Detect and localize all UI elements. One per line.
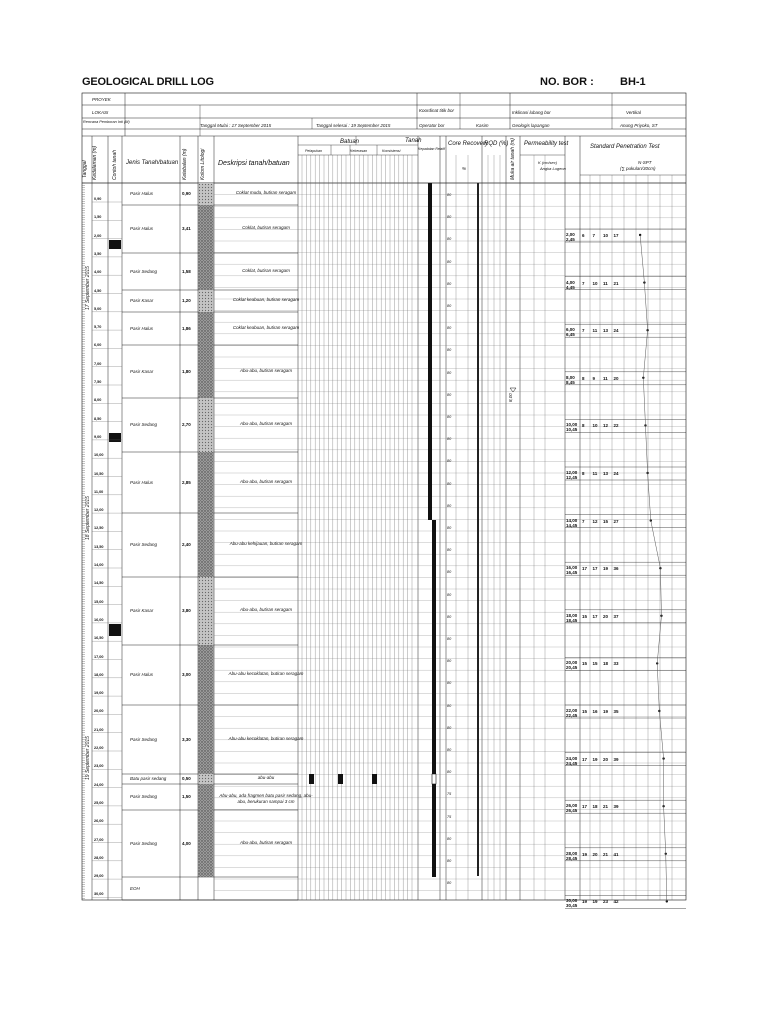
- spt-blow-count: 9: [592, 375, 596, 381]
- spt-depth-bottom: 8,45: [566, 379, 575, 385]
- spt-depth-top: 30,00: [566, 898, 578, 904]
- spt-depth-bottom: 10,45: [566, 427, 578, 433]
- no-bor-label: NO. BOR :: [540, 76, 594, 88]
- layer-deskripsi: Abu-abu kehijauan, butiran seragam: [229, 541, 303, 546]
- core-recovery-value: 80: [447, 237, 452, 242]
- spt-blow-count: 16: [592, 709, 598, 714]
- layer-jenis: Pasir Sedang: [130, 268, 158, 274]
- spt-blow-count: 11: [603, 375, 608, 381]
- layer-deskripsi: Abu-abu, butiran seragam: [239, 421, 293, 426]
- spt-depth-bottom: 22,45: [566, 713, 578, 718]
- spt-blow-count: 17: [582, 804, 588, 810]
- depth-label: 6,00: [94, 343, 102, 348]
- layer-deskripsi: Coklat, butiran seragam: [242, 267, 290, 273]
- core-recovery-value: 80: [447, 437, 452, 442]
- core-recovery-value: 80: [447, 592, 452, 597]
- spt-blow-count: 13: [603, 471, 609, 476]
- depth-label: 2,00: [94, 233, 102, 238]
- depth-label: 30,00: [94, 892, 104, 897]
- spt-blow-count: 22: [613, 423, 619, 429]
- lithology-column: [199, 452, 214, 513]
- col-tanah: Tanah: [405, 138, 422, 144]
- lithology-column: [199, 784, 214, 810]
- spt-blow-count: 7: [582, 280, 585, 286]
- layer-jenis: EOH: [130, 885, 140, 891]
- layer-ketebalan: 1,20: [182, 298, 191, 303]
- spt-depth-bottom: 20,45: [566, 665, 578, 671]
- spt-depth-bottom: 28,45: [566, 855, 578, 861]
- proyek-label: PROYEK: [92, 97, 111, 102]
- spt-blow-count: 15: [582, 661, 588, 667]
- spt-blow-count: 7: [582, 518, 585, 524]
- layer-deskripsi: Abu-abu, butiran seragam: [239, 367, 293, 373]
- layer-jenis: Pasir Kasar: [130, 368, 154, 374]
- layer-jenis: Pasir Halus: [130, 672, 154, 677]
- depth-label: 17,00: [94, 654, 104, 659]
- core-recovery-value: 80: [447, 503, 452, 508]
- depth-label: 16,00: [94, 617, 104, 622]
- depth-label: 24,00: [94, 782, 104, 787]
- depth-label: 11,00: [94, 489, 104, 494]
- col-deskripsi: Deskripsi tanah/batuan: [218, 160, 290, 167]
- log-frame: [82, 93, 686, 900]
- spt-blow-count: 20: [603, 756, 609, 762]
- spt-blow-count: 27: [613, 518, 619, 524]
- spt-blow-count: 39: [613, 804, 619, 810]
- core-recovery-value: 80: [447, 637, 452, 641]
- spt-blow-count: 20: [613, 375, 619, 381]
- spt-blow-count: 7: [592, 233, 596, 238]
- col-core: Core Recovery: [448, 141, 489, 147]
- col-tanggal: Tanggal: [82, 160, 88, 178]
- spt-blow-count: 15: [592, 661, 598, 667]
- kepadatan-bar: [432, 520, 436, 877]
- date-1: 17 September 2015: [85, 266, 91, 310]
- col-kolom-litologi: Kolom Litologi: [200, 148, 206, 180]
- depth-label: 26,00: [94, 819, 104, 824]
- depth-label: 22,00: [94, 746, 104, 750]
- rencana-label: Rencana Pemboran Inti (M): [83, 120, 130, 124]
- layer-deskripsi: Abu-abu, butiran seragam: [239, 478, 293, 484]
- depth-label: 16,50: [94, 636, 104, 641]
- spt-depth-top: 2,00: [566, 232, 575, 237]
- spt-blow-count: 8: [582, 375, 585, 381]
- col-batuan: Batuan: [340, 139, 360, 145]
- layer-ketebalan: 3,41: [182, 226, 191, 231]
- spt-blow-count: 8: [582, 471, 585, 476]
- lokasi-label: LOKASI: [92, 110, 109, 115]
- layer-jenis: Pasir Halus: [130, 191, 154, 196]
- layer-ketebalan: 2,85: [182, 479, 191, 485]
- col-konsistensi: Konsistensi: [382, 149, 401, 153]
- core-recovery-value: 80: [447, 725, 452, 730]
- spt-blow-count: 21: [613, 280, 619, 286]
- spt-blow-count: 11: [592, 328, 598, 334]
- spt-blow-count: 21: [603, 851, 609, 857]
- depth-label: 7,50: [94, 380, 102, 384]
- geologi-label: Geologis lapangan: [512, 123, 550, 128]
- spt-depth-bottom: 18,45: [566, 617, 578, 623]
- core-recovery-value: 80: [447, 614, 452, 619]
- depth-label: 14,00: [94, 563, 104, 567]
- core-recovery-value: 80: [447, 570, 452, 575]
- layer-deskripsi: abu-abu: [257, 775, 275, 780]
- lithology-column: [199, 645, 214, 705]
- batuan-mark: [338, 774, 343, 784]
- core-recovery-value: 80: [447, 392, 452, 397]
- col-kedalaman: Kedalaman (m): [92, 145, 98, 180]
- tanggal-mulai: Tanggal Mulai : 17 September 2015: [200, 123, 272, 128]
- depth-label: 8,00: [94, 398, 102, 403]
- spt-blow-count: 23: [603, 899, 609, 905]
- layer-jenis: Pasir Sedang: [130, 794, 158, 799]
- core-recovery-value: 80: [447, 770, 452, 775]
- spt-depth-bottom: 26,45: [566, 808, 578, 814]
- spt-blow-count: 42: [613, 899, 619, 905]
- spt-blow-count: 35: [613, 709, 619, 714]
- spt-blow-count: 7: [582, 328, 585, 334]
- spt-depth-top: 22,00: [566, 708, 578, 713]
- col-rqd: RQD (%): [484, 141, 509, 147]
- col-kepadatan: Kepadatan Relatif: [418, 147, 445, 151]
- spt-depth-bottom: 24,45: [566, 760, 578, 766]
- koordinat-label: Koordinat titik bor: [419, 108, 455, 113]
- tanggal-selesai: Tanggal selesai : 19 September 2015: [316, 123, 391, 128]
- depth-label: 4,00: [94, 270, 102, 275]
- depth-label: 1,50: [94, 215, 102, 220]
- layer-jenis: Pasir Halus: [130, 325, 154, 331]
- lithology-column: [199, 205, 214, 253]
- spt-blow-count: 15: [582, 613, 588, 619]
- spt-depth-bottom: 2,45: [566, 237, 575, 242]
- sample-block: [109, 624, 121, 636]
- col-core-percent: %: [462, 166, 467, 171]
- spt-blow-count: 36: [613, 566, 619, 572]
- spt-blow-count: 41: [613, 851, 619, 857]
- core-recovery-value: 80: [447, 281, 452, 286]
- kepadatan-gap: [432, 774, 436, 784]
- layer-jenis: Pasir Halus: [130, 479, 154, 485]
- spt-blow-count: 19: [603, 566, 609, 572]
- spt-depth-top: 16,00: [566, 565, 578, 571]
- core-recovery-value: 80: [447, 703, 452, 708]
- nspt-curve: [640, 235, 667, 901]
- spt-blow-count: 10: [592, 423, 598, 429]
- core-recovery-value: 80: [447, 659, 452, 664]
- layer-ketebalan: 0,90: [182, 191, 191, 196]
- depth-label: 12,00: [94, 508, 104, 513]
- spt-blow-count: 39: [613, 756, 619, 762]
- spt-blow-count: 17: [613, 233, 619, 238]
- core-recovery-value: 80: [447, 526, 452, 530]
- layer-ketebalan: 4,00: [182, 840, 191, 846]
- sample-block: [109, 433, 121, 442]
- layer-ketebalan: 2,40: [182, 542, 191, 547]
- depth-label: 20,00: [94, 709, 104, 714]
- layer-jenis: Pasir Sedang: [130, 422, 158, 427]
- depth-label: 8,50: [94, 416, 102, 421]
- spt-depth-top: 10,00: [566, 422, 578, 428]
- layer-deskripsi: Coklat keabuan, butiran seragam: [232, 297, 300, 302]
- core-recovery-value: 80: [447, 259, 452, 264]
- lithology-column: [199, 513, 214, 577]
- spt-blow-count: 20: [603, 613, 609, 619]
- depth-label: 18,00: [94, 672, 104, 677]
- layer-ketebalan: 1,86: [182, 325, 191, 331]
- depth-label: 13,50: [94, 544, 104, 549]
- spt-blow-count: 19: [592, 899, 598, 905]
- depth-label: 15,00: [94, 599, 104, 604]
- core-recovery-value: 80: [447, 326, 452, 331]
- layer-jenis: Pasir Kasar: [130, 608, 154, 613]
- spt-depth-top: 24,00: [566, 755, 578, 761]
- depth-label: 19,00: [94, 691, 104, 696]
- lithology-column: [199, 705, 214, 774]
- depth-label: 10,00: [94, 453, 104, 458]
- spt-blow-count: 19: [582, 851, 588, 857]
- spt-depth-top: 8,00: [566, 374, 575, 380]
- core-recovery-value: 80: [447, 748, 452, 752]
- core-recovery-value: 80: [447, 681, 452, 686]
- spt-blow-count: 19: [603, 709, 609, 714]
- layer-deskripsi: Abu-abu kecoklatan, butiran seragam: [228, 671, 304, 676]
- spt-depth-bottom: 6,45: [566, 332, 575, 338]
- spt-depth-top: 4,00: [566, 279, 575, 285]
- depth-label: 4,50: [94, 288, 102, 293]
- layer-ketebalan: 1,80: [182, 368, 191, 374]
- col-lugeon: Angka Lugeon: [540, 166, 566, 171]
- core-recovery-value: 80: [447, 459, 452, 464]
- spt-blow-count: 15: [582, 709, 588, 714]
- spt-depth-bottom: 4,45: [566, 284, 575, 290]
- core-recovery-value: 80: [447, 859, 452, 863]
- layer-jenis: Pasir Sedang: [130, 840, 158, 846]
- lithology-column: [199, 398, 214, 452]
- inklinasi-value: Vertikal: [626, 110, 641, 115]
- lithology-column: [199, 312, 214, 345]
- layer-deskripsi: Coklat keabuan, butiran seragam: [232, 324, 300, 330]
- col-spt: Standard Penetration Test: [590, 144, 660, 150]
- date-2: 18 September 2015: [85, 496, 91, 540]
- layer-jenis: Pasir Kasar: [130, 298, 154, 303]
- col-k: K (cm/sec): [538, 160, 558, 165]
- core-recovery-value: 80: [447, 193, 452, 197]
- spt-depth-top: 12,00: [566, 470, 578, 475]
- spt-blow-count: 13: [603, 328, 609, 334]
- spt-blow-count: 12: [603, 423, 609, 429]
- layer-deskripsi: Abu-abu, ada fragmen batu pasir sedang, abu-abu, berukuran sampai 3 cm: [219, 793, 313, 804]
- layer-ketebalan: 0,50: [182, 776, 191, 781]
- layer-deskripsi: Abu-abu, butiran seragam: [239, 839, 293, 845]
- col-permeability: Permeability test: [524, 141, 569, 147]
- depth-label: 5,70: [94, 325, 102, 330]
- lithology-column: [199, 345, 214, 398]
- layer-ketebalan: 1,50: [182, 794, 191, 799]
- spt-blow-count: 19: [582, 899, 588, 905]
- spt-blow-count: 11: [592, 471, 598, 476]
- spt-blow-count: 18: [603, 661, 609, 667]
- depth-label: 25,00: [94, 800, 104, 805]
- core-recovery-value: 75: [447, 814, 452, 819]
- log-title: GEOLOGICAL DRILL LOG: [82, 76, 214, 88]
- lithology-column: [199, 290, 214, 312]
- lithology-column: [199, 253, 214, 290]
- depth-label: 10,50: [94, 471, 104, 476]
- layer-jenis: Pasir Halus: [130, 226, 154, 231]
- lithology-column: [199, 577, 214, 645]
- spt-depth-top: 14,00: [566, 517, 578, 523]
- core-recovery-bar: [477, 183, 479, 876]
- core-recovery-value: 80: [447, 415, 452, 419]
- col-jenis: Jenis Tanah/batuan: [126, 160, 179, 166]
- spt-blow-count: 12: [592, 518, 598, 524]
- layer-jenis: Pasir Sedang: [130, 542, 158, 547]
- depth-label: 21,00: [94, 727, 104, 732]
- depth-label: 7,00: [94, 361, 102, 366]
- depth-label: 9,00: [94, 434, 102, 439]
- spt-blow-count: 20: [592, 851, 598, 857]
- layer-deskripsi: Abu-abu kecoklatan, butiran seragam: [228, 735, 304, 741]
- spt-blow-count: 33: [613, 661, 619, 667]
- core-recovery-value: 80: [447, 370, 452, 375]
- core-recovery-value: 80: [447, 481, 452, 486]
- col-muka-air: Muka air tanah (m): [510, 138, 516, 180]
- spt-depth-bottom: 14,45: [566, 522, 578, 528]
- col-nspt-unit: (∑ pukulan/30cm): [620, 166, 656, 171]
- col-nspt: N-SPT: [638, 160, 652, 165]
- col-kekerasan: Kekerasan: [350, 149, 368, 153]
- layer-deskripsi: Coklat, butiran seragam: [242, 225, 290, 230]
- layer-ketebalan: 2,70: [182, 422, 191, 427]
- spt-depth-bottom: 16,45: [566, 570, 578, 576]
- core-recovery-value: 80: [447, 548, 452, 553]
- depth-label: 28,00: [94, 855, 104, 860]
- spt-blow-count: 10: [603, 233, 609, 238]
- spt-blow-count: 17: [582, 566, 588, 572]
- spt-blow-count: 18: [592, 804, 598, 810]
- date-3: 19 September 2015: [85, 736, 91, 780]
- depth-label: 0,90: [94, 197, 102, 201]
- core-recovery-value: 80: [447, 836, 452, 841]
- col-pelapukan: Pelapukan: [305, 149, 322, 153]
- batuan-mark: [372, 774, 377, 784]
- depth-label: 5,00: [94, 306, 102, 311]
- spt-blow-count: 37: [613, 613, 619, 619]
- spt-blow-count: 6: [582, 233, 585, 238]
- spt-blow-count: 24: [613, 328, 619, 334]
- lithology-column: [199, 774, 214, 784]
- spt-blow-count: 15: [603, 518, 609, 524]
- core-recovery-value: 80: [447, 348, 452, 353]
- layer-ketebalan: 1,58: [182, 268, 191, 274]
- spt-blow-count: 24: [613, 471, 619, 476]
- layer-deskripsi: Coklat muda, butiran seragam: [235, 190, 297, 195]
- spt-depth-top: 18,00: [566, 612, 578, 618]
- core-recovery-value: 75: [447, 792, 452, 797]
- operator-label: Operator bor: [419, 123, 445, 128]
- no-bor-value: BH-1: [620, 76, 646, 88]
- depth-label: 14,50: [94, 581, 104, 586]
- spt-depth-top: 26,00: [566, 803, 578, 809]
- layer-jenis: Pasir Sedang: [130, 736, 158, 742]
- operator-value: Kasim: [476, 123, 489, 128]
- muka-air-value: 8,00: [508, 393, 513, 402]
- spt-depth-top: 28,00: [566, 850, 578, 856]
- depth-label: 3,50: [94, 251, 102, 256]
- depth-label: 29,00: [94, 874, 104, 879]
- lithology-column: [199, 810, 214, 877]
- inklinasi-label: Inklinasi lubang bor: [512, 110, 551, 115]
- core-recovery-value: 80: [447, 215, 452, 220]
- depth-label: 27,00: [94, 837, 104, 842]
- spt-depth-bottom: 30,45: [566, 903, 578, 909]
- geologi-value: Anung Priyoko, ST: [620, 123, 658, 128]
- spt-blow-count: 8: [582, 423, 585, 429]
- sample-block: [109, 240, 121, 249]
- col-contoh-tanah: Contoh tanah: [112, 149, 118, 180]
- layer-ketebalan: 3,30: [182, 736, 191, 742]
- core-recovery-value: 80: [447, 304, 452, 308]
- spt-depth-top: 20,00: [566, 660, 578, 666]
- layer-ketebalan: 3,80: [182, 608, 191, 613]
- depth-label: 12,50: [94, 526, 104, 531]
- spt-depth-top: 6,00: [566, 327, 575, 333]
- col-ketebalan: Ketebalan (m): [182, 148, 188, 180]
- spt-depth-bottom: 12,45: [566, 475, 578, 480]
- core-recovery-value: 80: [447, 881, 452, 886]
- spt-blow-count: 10: [592, 280, 598, 286]
- spt-blow-count: 21: [603, 804, 609, 810]
- layer-deskripsi: Abu-abu, butiran seragam: [239, 607, 293, 612]
- spt-blow-count: 19: [592, 756, 598, 762]
- depth-label: 23,00: [94, 764, 104, 769]
- spt-blow-count: 17: [592, 566, 598, 572]
- kepadatan-bar: [428, 183, 432, 520]
- layer-jenis: Batu pasir sedang: [130, 776, 167, 781]
- lithology-column: [199, 183, 214, 205]
- spt-blow-count: 17: [592, 613, 598, 619]
- layer-ketebalan: 3,00: [182, 672, 191, 677]
- spt-blow-count: 11: [603, 280, 608, 286]
- spt-blow-count: 17: [582, 756, 588, 762]
